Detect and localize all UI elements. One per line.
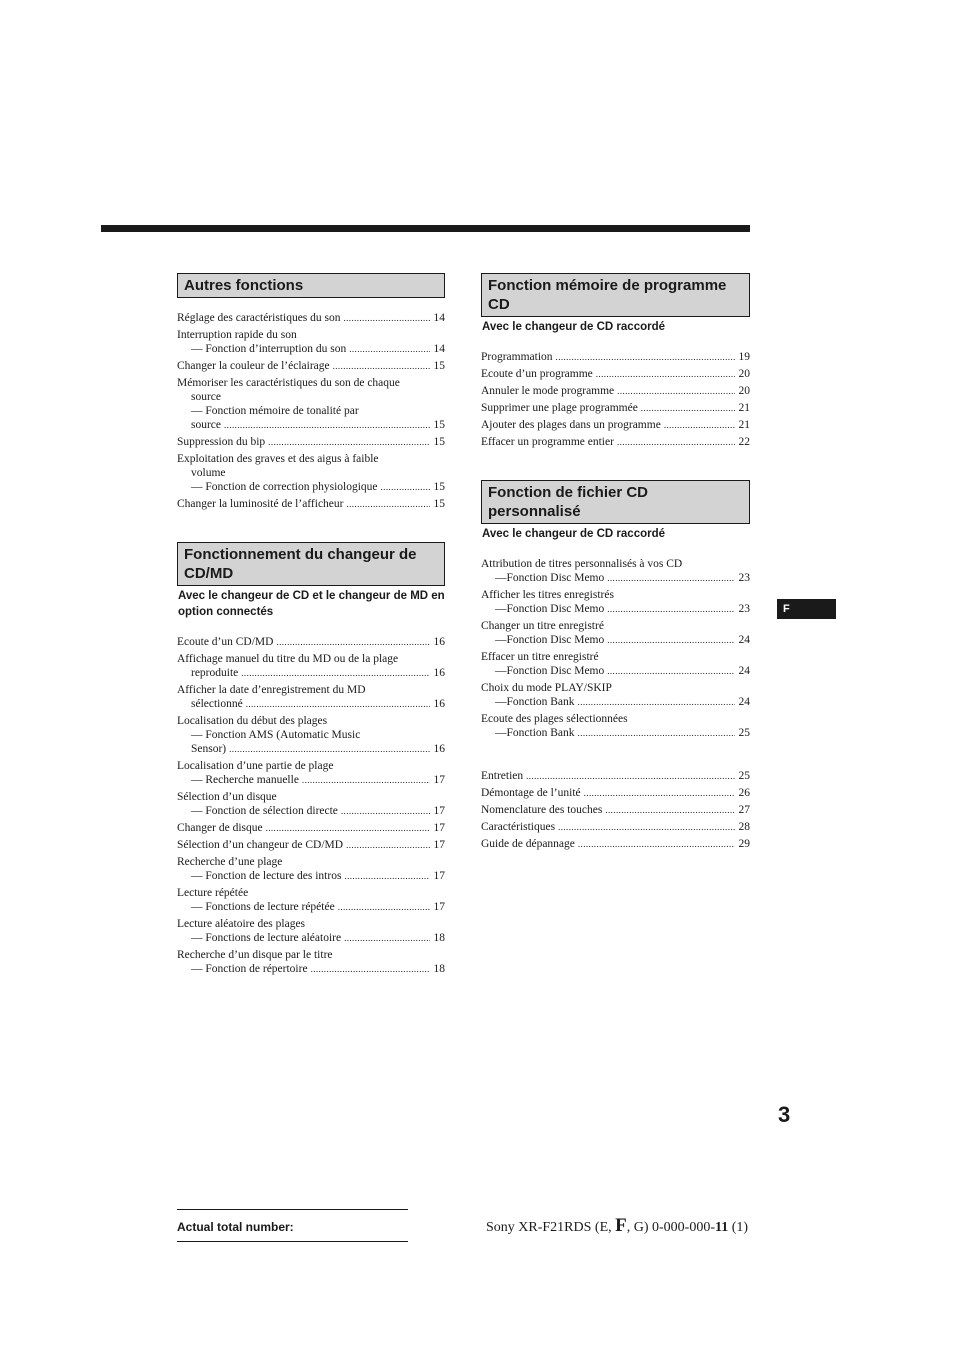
toc-line xyxy=(177,359,445,373)
section-subtitle: Avec le changeur de CD raccordé xyxy=(482,321,666,333)
toc-text: Effacer un programme entier xyxy=(481,436,614,448)
language-tab: F xyxy=(777,599,836,619)
toc-page: 16 xyxy=(433,698,445,710)
leader-dots xyxy=(617,435,735,449)
toc-line xyxy=(177,790,445,804)
toc-page: 24 xyxy=(738,634,750,646)
toc-line xyxy=(481,786,750,800)
footer-model xyxy=(486,1215,748,1237)
toc-text: Nomenclature des touches xyxy=(481,804,603,816)
toc-page: 21 xyxy=(738,402,750,414)
toc-text: — Fonctions de lecture répétée xyxy=(191,901,335,913)
toc-entry xyxy=(177,759,445,787)
toc-text: —Fonction Disc Memo xyxy=(495,603,605,615)
leader-dots xyxy=(338,900,430,914)
leader-dots xyxy=(578,837,735,851)
toc-text: Localisation d’une partie de plage xyxy=(177,760,334,772)
section-misc xyxy=(481,769,750,851)
toc-text: — Fonction AMS (Automatic Music xyxy=(191,729,361,741)
toc-line xyxy=(481,350,750,364)
leader-dots xyxy=(607,602,734,616)
toc-entry xyxy=(177,790,445,818)
toc-entry xyxy=(481,769,750,783)
toc-entry xyxy=(177,855,445,883)
toc-line xyxy=(177,886,445,900)
section-subtitle: Avec le changeur de CD raccordé xyxy=(482,528,666,540)
model-rev: 11 xyxy=(715,1220,729,1235)
toc-text: Guide de dépannage xyxy=(481,838,575,850)
toc-text: — Fonction de sélection directe xyxy=(191,805,338,817)
toc-list xyxy=(481,350,750,449)
toc-text: — Fonction de répertoire xyxy=(191,963,308,975)
leader-dots xyxy=(381,480,430,494)
toc-line xyxy=(481,726,750,740)
toc-text: reproduite xyxy=(191,667,239,679)
toc-text: —Fonction Disc Memo xyxy=(495,634,605,646)
toc-page: 17 xyxy=(433,839,445,851)
toc-page: 23 xyxy=(738,603,750,615)
model-suffix: (1) xyxy=(728,1220,749,1235)
leader-dots xyxy=(526,769,734,783)
toc-line xyxy=(177,838,445,852)
toc-text: Afficher les titres enregistrés xyxy=(481,589,614,601)
toc-line xyxy=(481,633,750,647)
toc-page: 24 xyxy=(738,665,750,677)
section-title: Autres fonctions xyxy=(177,273,445,298)
toc-entry xyxy=(481,435,750,449)
leader-dots xyxy=(333,359,430,373)
top-rule xyxy=(101,225,750,232)
toc-line xyxy=(177,697,445,711)
toc-line xyxy=(481,367,750,381)
toc-entry xyxy=(481,384,750,398)
leader-dots xyxy=(607,633,734,647)
page-number: 3 xyxy=(778,1102,791,1127)
toc-page: 18 xyxy=(433,963,445,975)
leader-dots xyxy=(344,931,429,945)
leader-dots xyxy=(664,418,735,432)
toc-page: 16 xyxy=(433,667,445,679)
toc-line xyxy=(177,342,445,356)
leader-dots xyxy=(584,786,735,800)
toc-line xyxy=(481,619,750,633)
toc-line xyxy=(177,728,445,742)
leader-dots xyxy=(224,418,429,432)
toc-text: —Fonction Disc Memo xyxy=(495,572,605,584)
toc-text: Ajouter des plages dans un programme xyxy=(481,419,661,431)
toc-line xyxy=(177,948,445,962)
toc-line xyxy=(177,759,445,773)
leader-dots xyxy=(596,367,735,381)
toc-line xyxy=(481,571,750,585)
toc-entry xyxy=(177,714,445,756)
toc-entry xyxy=(177,635,445,649)
toc-text: — Fonction mémoire de tonalité par xyxy=(191,405,359,417)
toc-page: 16 xyxy=(433,743,445,755)
toc-text: — Fonctions de lecture aléatoire xyxy=(191,932,342,944)
toc-entry xyxy=(481,619,750,647)
toc-page: 20 xyxy=(738,385,750,397)
toc-line xyxy=(177,635,445,649)
leader-dots xyxy=(349,342,429,356)
toc-text: Ecoute d’un CD/MD xyxy=(177,636,274,648)
toc-line xyxy=(177,714,445,728)
leader-dots xyxy=(607,571,734,585)
toc-text: — Fonction d’interruption du son xyxy=(191,343,347,355)
toc-page: 23 xyxy=(738,572,750,584)
toc-text: Changer un titre enregistré xyxy=(481,620,604,632)
toc-text: —Fonction Bank xyxy=(495,727,575,739)
toc-line xyxy=(177,804,445,818)
toc-text: Réglage des caractéristiques du son xyxy=(177,312,341,324)
toc-text: Démontage de l’unité xyxy=(481,787,581,799)
leader-dots xyxy=(641,401,735,415)
toc-line xyxy=(177,480,445,494)
toc-text: Exploitation des graves et des aigus à faible xyxy=(177,453,379,465)
toc-entry xyxy=(481,418,750,432)
toc-entry xyxy=(481,803,750,817)
toc-text: Localisation du début des plages xyxy=(177,715,328,727)
leader-dots xyxy=(241,666,429,680)
toc-line xyxy=(481,557,750,571)
toc-entry xyxy=(177,917,445,945)
toc-page: 20 xyxy=(738,368,750,380)
toc-page: 26 xyxy=(738,787,750,799)
toc-text: Annuler le mode programme xyxy=(481,385,615,397)
toc-entry xyxy=(177,435,445,449)
toc-page: 25 xyxy=(738,727,750,739)
toc-text: Suppression du bip xyxy=(177,436,266,448)
toc-text: Ecoute d’un programme xyxy=(481,368,593,380)
leader-dots xyxy=(266,821,430,835)
toc-text: —Fonction Disc Memo xyxy=(495,665,605,677)
toc-text: Programmation xyxy=(481,351,553,363)
toc-entry xyxy=(481,350,750,364)
toc-line xyxy=(177,376,445,390)
toc-page: 17 xyxy=(433,901,445,913)
toc-line xyxy=(177,390,445,404)
toc-line xyxy=(177,311,445,325)
toc-text: Changer la luminosité de l’afficheur xyxy=(177,498,344,510)
toc-text: source xyxy=(191,391,222,403)
leader-dots xyxy=(558,820,734,834)
toc-page: 17 xyxy=(433,822,445,834)
toc-entry xyxy=(481,367,750,381)
section-memoire-programme xyxy=(481,273,750,449)
toc-entry xyxy=(177,452,445,494)
leader-dots xyxy=(346,497,429,511)
toc-page: 18 xyxy=(433,932,445,944)
toc-entry xyxy=(177,948,445,976)
toc-line xyxy=(177,466,445,480)
toc-page: 17 xyxy=(433,774,445,786)
model-lang: F xyxy=(615,1215,627,1236)
toc-line xyxy=(177,773,445,787)
footer-box xyxy=(177,1209,408,1242)
leader-dots xyxy=(246,697,430,711)
toc-text: volume xyxy=(191,467,226,479)
toc-line xyxy=(177,328,445,342)
leader-dots xyxy=(268,435,429,449)
toc-entry xyxy=(481,557,750,585)
toc-line xyxy=(481,837,750,851)
toc-entry xyxy=(481,837,750,851)
toc-page: 15 xyxy=(433,481,445,493)
section-changeur-cd-md xyxy=(177,542,445,976)
toc-text: — Fonction de lecture des intros xyxy=(191,870,342,882)
toc-line xyxy=(481,695,750,709)
toc-text: Sensor) xyxy=(191,743,227,755)
toc-line xyxy=(177,652,445,666)
toc-page: 19 xyxy=(738,351,750,363)
toc-line xyxy=(481,650,750,664)
section-title: Fonction de fichier CD personnalisé xyxy=(481,480,750,524)
toc-list xyxy=(481,557,750,740)
toc-line xyxy=(481,418,750,432)
toc-line xyxy=(481,820,750,834)
toc-text: Changer la couleur de l’éclairage xyxy=(177,360,330,372)
section-title: Fonction mémoire de programme CD xyxy=(481,273,750,317)
leader-dots xyxy=(344,311,430,325)
toc-line xyxy=(177,435,445,449)
toc-page: 15 xyxy=(433,436,445,448)
toc-text: Recherche d’une plage xyxy=(177,856,283,868)
toc-line xyxy=(177,497,445,511)
toc-text: Sélection d’un changeur de CD/MD xyxy=(177,839,344,851)
toc-text: Affichage manuel du titre du MD ou de la plage xyxy=(177,653,399,665)
toc-text: Interruption rapide du son xyxy=(177,329,297,341)
toc-page: 15 xyxy=(433,498,445,510)
section-fichier-cd xyxy=(481,480,750,740)
section-title: Fonctionnement du changeur de CD/MD xyxy=(177,542,445,586)
right-column xyxy=(481,273,750,854)
toc-page: 21 xyxy=(738,419,750,431)
leader-dots xyxy=(346,838,429,852)
toc-line xyxy=(481,384,750,398)
toc-entry xyxy=(177,683,445,711)
toc-text: Mémoriser les caractéristiques du son de chaque xyxy=(177,377,400,389)
toc-list xyxy=(177,311,445,511)
toc-text: source xyxy=(191,419,222,431)
toc-text: Entretien xyxy=(481,770,524,782)
toc-line xyxy=(481,712,750,726)
toc-text: Attribution de titres personnalisés à vos CD xyxy=(481,558,683,570)
toc-line xyxy=(177,900,445,914)
leader-dots xyxy=(617,384,734,398)
toc-entry xyxy=(177,886,445,914)
leader-dots xyxy=(311,962,430,976)
toc-line xyxy=(481,803,750,817)
toc-entry xyxy=(481,650,750,678)
toc-page: 14 xyxy=(433,343,445,355)
toc-text: Recherche d’un disque par le titre xyxy=(177,949,333,961)
toc-entry xyxy=(177,821,445,835)
toc-page: 17 xyxy=(433,805,445,817)
toc-line xyxy=(481,681,750,695)
toc-entry xyxy=(177,359,445,373)
toc-page: 22 xyxy=(738,436,750,448)
toc-text: Ecoute des plages sélectionnées xyxy=(481,713,628,725)
toc-page: 16 xyxy=(433,636,445,648)
toc-page: 17 xyxy=(433,870,445,882)
toc-text: Choix du mode PLAY/SKIP xyxy=(481,682,612,694)
left-column xyxy=(177,273,445,979)
toc-entry xyxy=(481,712,750,740)
toc-line xyxy=(177,931,445,945)
toc-line xyxy=(177,821,445,835)
toc-line xyxy=(177,855,445,869)
section-subtitle: Avec le changeur de CD et le changeur de MD en option connectés xyxy=(178,590,445,618)
toc-line xyxy=(481,588,750,602)
leader-dots xyxy=(556,350,735,364)
toc-text: Lecture aléatoire des plages xyxy=(177,918,306,930)
toc-entry xyxy=(481,820,750,834)
leader-dots xyxy=(229,742,429,756)
toc-text: Supprimer une plage programmée xyxy=(481,402,638,414)
toc-line xyxy=(177,962,445,976)
toc-line xyxy=(481,435,750,449)
toc-text: Lecture répétée xyxy=(177,887,249,899)
toc-list xyxy=(177,635,445,976)
toc-line xyxy=(481,664,750,678)
toc-entry xyxy=(481,588,750,616)
toc-entry xyxy=(177,838,445,852)
toc-entry xyxy=(481,401,750,415)
toc-text: Changer de disque xyxy=(177,822,263,834)
toc-line xyxy=(177,917,445,931)
leader-dots xyxy=(302,773,430,787)
model-prefix: Sony XR-F21RDS (E, xyxy=(486,1220,616,1235)
leader-dots xyxy=(605,803,734,817)
toc-line xyxy=(481,602,750,616)
toc-entry xyxy=(177,376,445,432)
footer-label: Actual total number: xyxy=(177,1220,294,1234)
toc-text: Effacer un titre enregistré xyxy=(481,651,599,663)
leader-dots xyxy=(607,664,734,678)
toc-line xyxy=(177,404,445,418)
toc-page: 29 xyxy=(738,838,750,850)
toc-text: —Fonction Bank xyxy=(495,696,575,708)
toc-line xyxy=(177,666,445,680)
toc-page: 15 xyxy=(433,360,445,372)
toc-entry xyxy=(177,497,445,511)
toc-page: 14 xyxy=(433,312,445,324)
toc-text: Afficher la date d’enregistrement du MD xyxy=(177,684,366,696)
leader-dots xyxy=(578,695,735,709)
toc-entry xyxy=(481,681,750,709)
section-autres-fonctions xyxy=(177,273,445,511)
toc-text: — Recherche manuelle xyxy=(191,774,299,786)
toc-line xyxy=(481,769,750,783)
leader-dots xyxy=(344,869,429,883)
toc-entry xyxy=(481,786,750,800)
toc-page: 28 xyxy=(738,821,750,833)
model-mid: , G) 0-000-000- xyxy=(626,1220,716,1235)
toc-page: 24 xyxy=(738,696,750,708)
toc-page: 15 xyxy=(433,419,445,431)
toc-text: — Fonction de correction physiologique xyxy=(191,481,378,493)
leader-dots xyxy=(578,726,735,740)
toc-line xyxy=(177,452,445,466)
toc-entry xyxy=(177,328,445,356)
toc-text: Sélection d’un disque xyxy=(177,791,277,803)
toc-text: sélectionné xyxy=(191,698,243,710)
leader-dots xyxy=(341,804,430,818)
toc-page: 25 xyxy=(738,770,750,782)
leader-dots xyxy=(276,635,429,649)
toc-list xyxy=(481,769,750,851)
toc-line xyxy=(481,401,750,415)
toc-entry xyxy=(177,652,445,680)
toc-text: Caractéristiques xyxy=(481,821,556,833)
toc-entry xyxy=(177,311,445,325)
toc-line xyxy=(177,418,445,432)
toc-page: 27 xyxy=(738,804,750,816)
toc-line xyxy=(177,869,445,883)
toc-line xyxy=(177,742,445,756)
toc-line xyxy=(177,683,445,697)
